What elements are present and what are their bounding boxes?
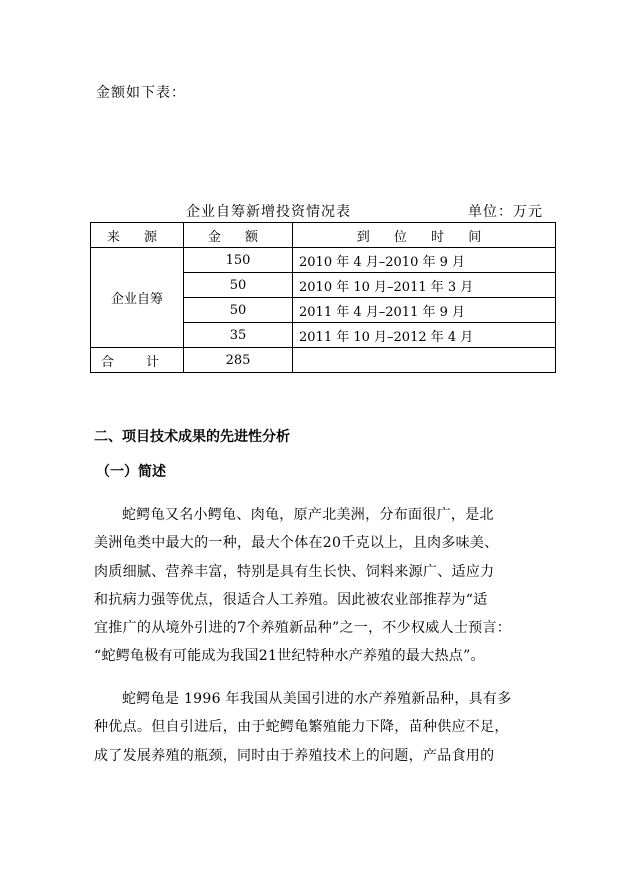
- paragraph-line: “蛇鳄龟极有可能成为我国21世纪特种水产养殖的最大热点”。: [94, 648, 485, 665]
- paragraph-line: 种优点。但自引进后，由于蛇鳄龟繁殖能力下降，苗种供应不足，: [94, 719, 509, 736]
- total-period-empty: [293, 348, 556, 373]
- total-label: 合 计: [91, 348, 184, 373]
- table-header-row: [91, 223, 556, 248]
- period-cell: 2011 年 4 月–2011 年 9 月: [293, 298, 556, 323]
- amount-cell: 150: [184, 248, 293, 273]
- paragraph-2: [94, 685, 554, 770]
- amount-cell: 50: [184, 273, 293, 298]
- table-unit: 单位：万元: [468, 204, 543, 220]
- amount-cell: 35: [184, 323, 293, 348]
- intro-text: 金额如下表：: [96, 85, 186, 101]
- paragraph-line: 美洲龟类中最大的一种，最大个体在20千克以上，且肉多味美、: [94, 535, 499, 552]
- source-cell: 企业自筹: [91, 248, 184, 348]
- paragraph-line: 蛇鳄龟又名小鳄龟、肉龟，原产北美洲，分布面很广，是北: [122, 507, 494, 523]
- amount-cell: 50: [184, 298, 293, 323]
- paragraph-line: 蛇鳄龟是 1996 年我国从美国引进的水产养殖新品种，具有多: [122, 691, 512, 707]
- period-cell: 2010 年 10 月–2011 年 3 月: [293, 273, 556, 298]
- total-row: [91, 348, 556, 373]
- investment-table: [90, 222, 556, 373]
- paragraph-1: [94, 501, 554, 671]
- paragraph-line: 宜推广的从境外引进的7个养殖新品种”之一，不少权威人士预言：: [94, 620, 512, 637]
- header-source: 来 源: [91, 223, 184, 248]
- period-cell: 2011 年 10 月–2012 年 4 月: [293, 323, 556, 348]
- period-cell: 2010 年 4 月–2010 年 9 月: [293, 248, 556, 273]
- section-heading: 二、项目技术成果的先进性分析: [94, 429, 290, 445]
- total-amount: 285: [184, 348, 293, 373]
- header-period: 到 位 时 间: [293, 223, 556, 248]
- table-caption: 企业自筹新增投资情况表: [186, 204, 351, 220]
- header-amount: 金 额: [184, 223, 293, 248]
- paragraph-line: 和抗病力强等优点，很适合人工养殖。因此被农业部推荐为“适: [94, 591, 488, 608]
- subsection-heading: （一）简述: [96, 464, 166, 480]
- paragraph-line: 肉质细腻、营养丰富，特别是具有生长快、饲料来源广、适应力: [94, 563, 495, 580]
- table-row: [91, 248, 556, 273]
- paragraph-line: 成了发展养殖的瓶颈，同时由于养殖技术上的问题，产品食用的: [94, 747, 495, 764]
